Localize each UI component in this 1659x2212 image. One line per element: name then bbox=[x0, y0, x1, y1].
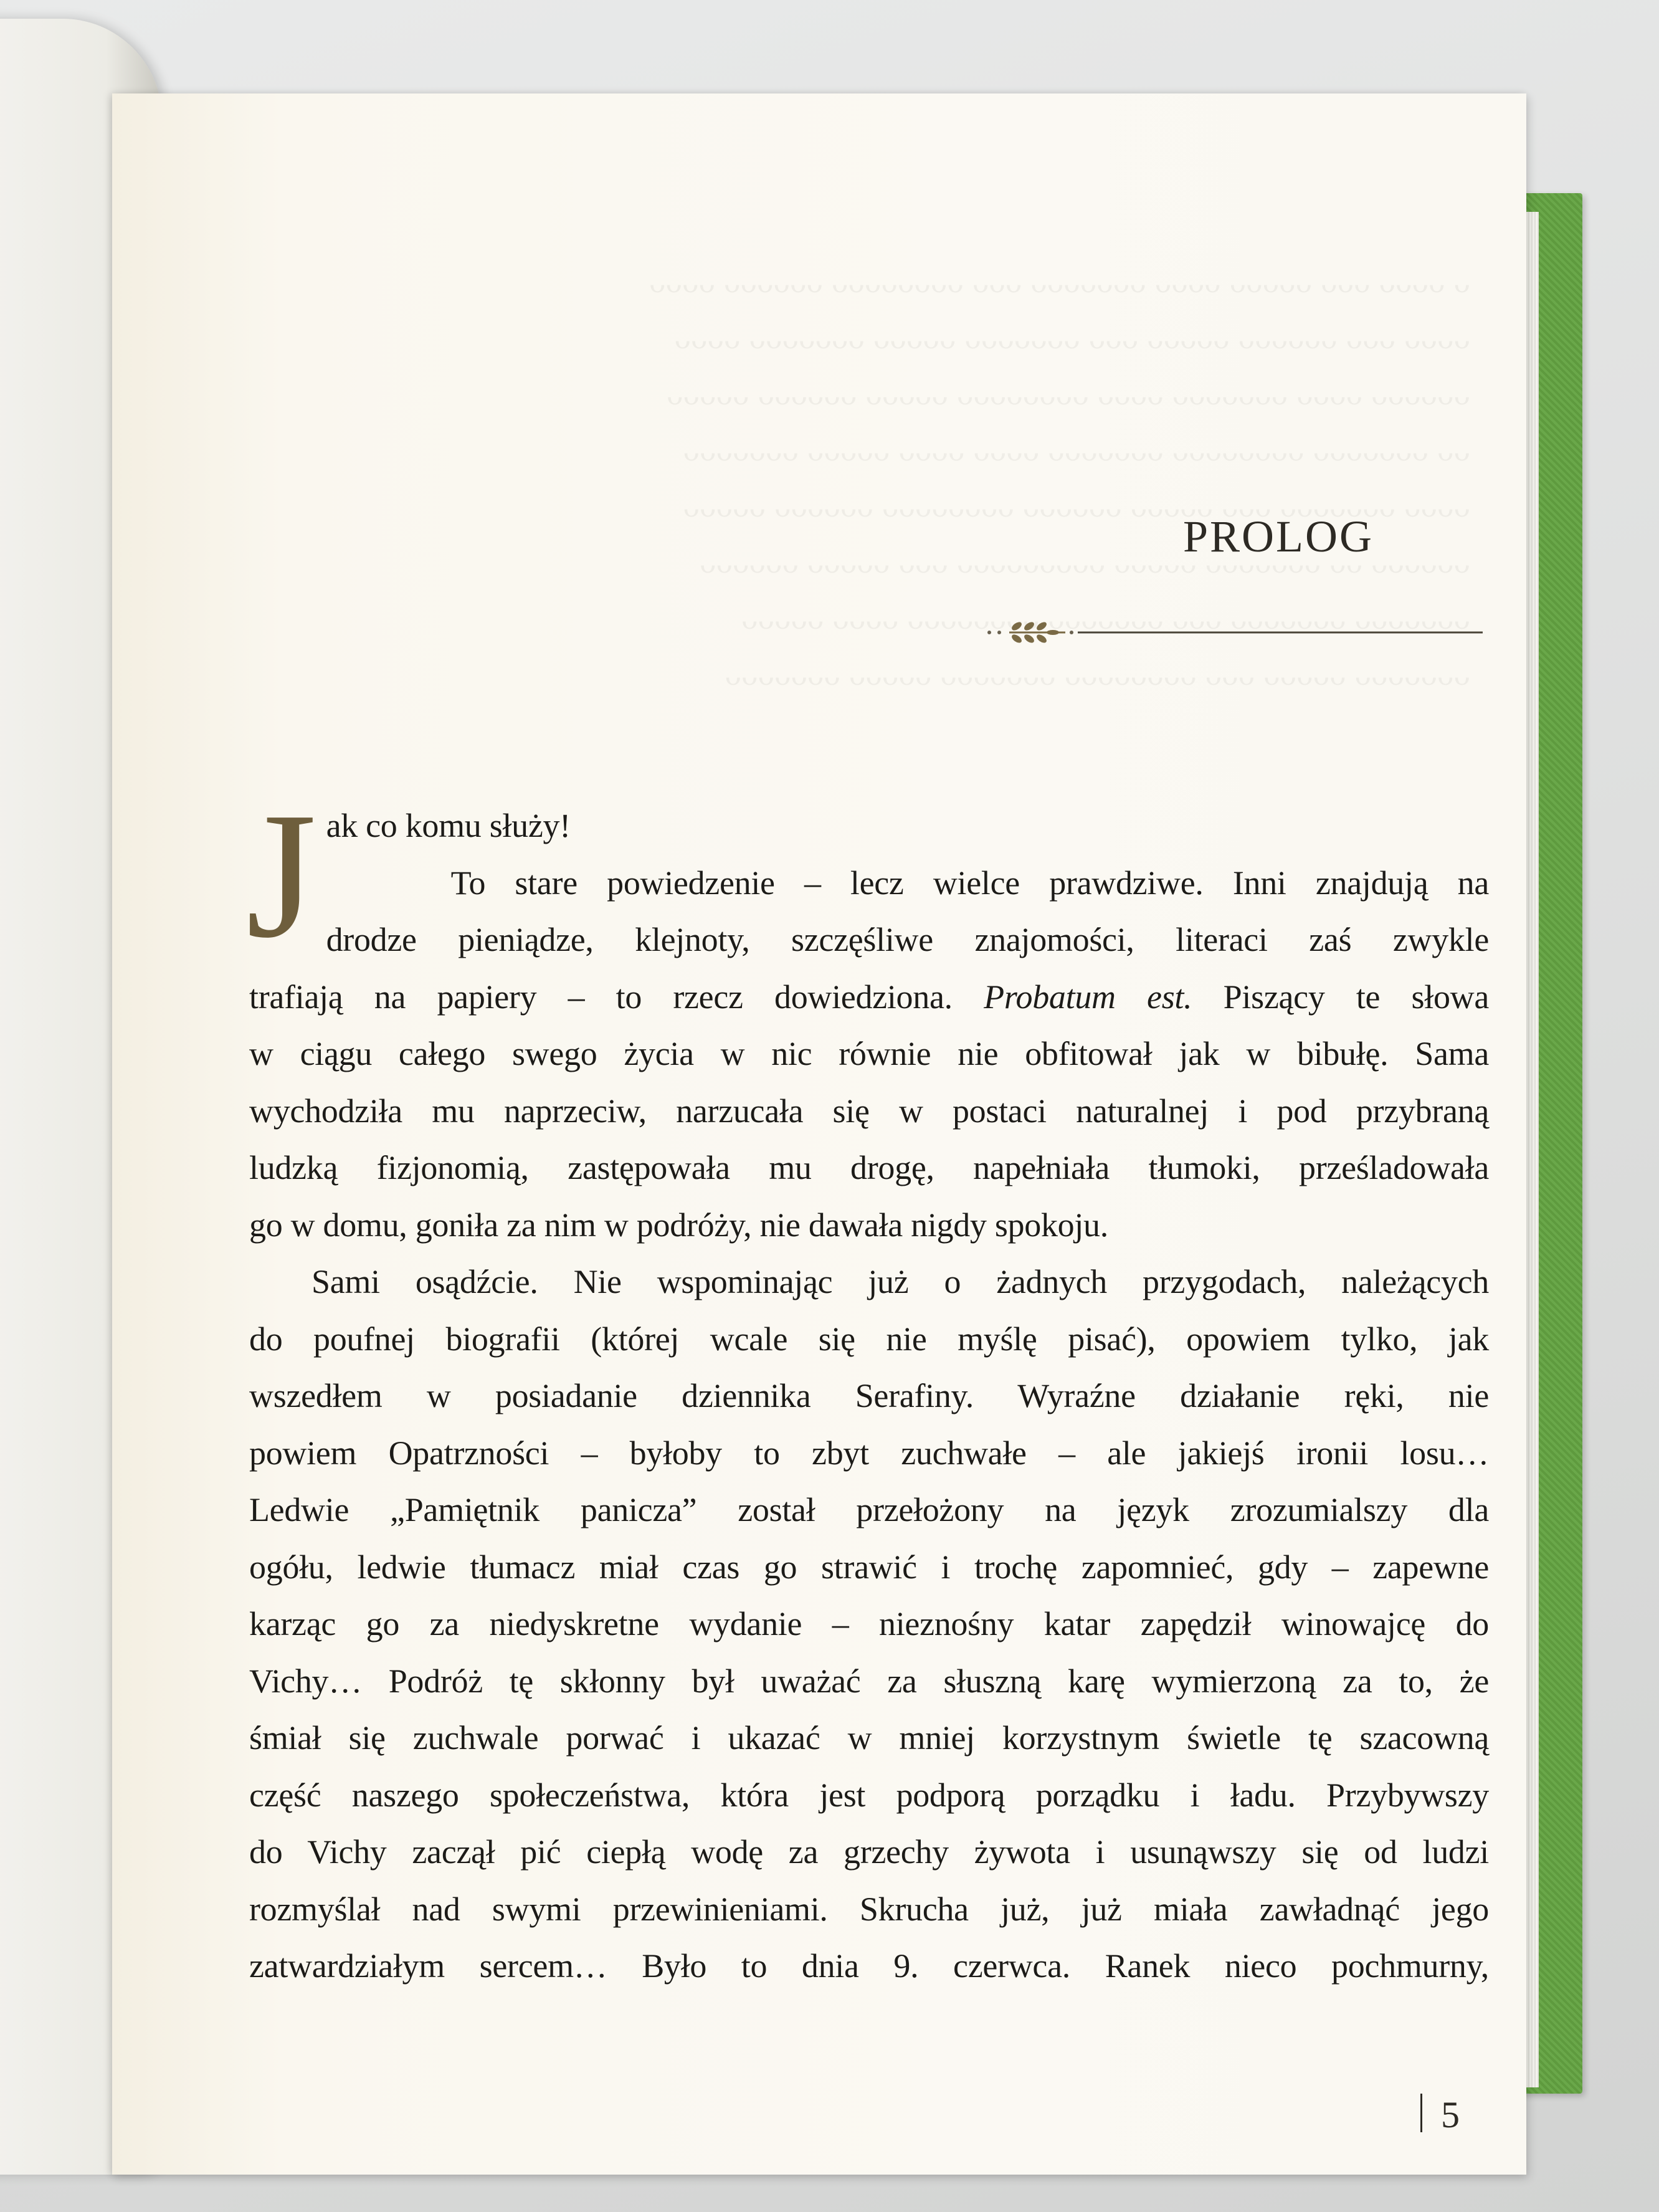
laurel-sprig-icon bbox=[1009, 621, 1065, 645]
text-line: do Vichy zaczął pić ciepłą wodę za grzechy żywota i usunąwszy się od ludzi bbox=[249, 1833, 1489, 1871]
text-line: do poufnej biografii (której wcale się nie myślę pisać), opowiem tylko, jak bbox=[249, 1320, 1489, 1358]
text-line: ogółu, ledwie tłumacz miał czas go strawić i trochę zapomnieć, gdy – zapewne bbox=[249, 1548, 1489, 1586]
paragraph-2 bbox=[249, 855, 1489, 1254]
text-line: śmiał się zuchwale porwać i ukazać w mniej korzystnym świetle tę szacowną bbox=[249, 1719, 1489, 1757]
page-number-text: 5 bbox=[1441, 2094, 1460, 2135]
text-line: To stare powiedzenie – lecz wielce prawdziwe. Inni znajdują na bbox=[450, 864, 1489, 902]
book-page bbox=[112, 93, 1526, 2175]
text-segment: trafiają na papiery – to rzecz dowiedziona. bbox=[249, 978, 953, 1016]
text-line: w ciągu całego swego życia w nic równie nie obfitował jak w bibułę. Sama bbox=[249, 1035, 1489, 1072]
text-line: drodze pieniądze, klejnoty, szczęśliwe znajomości, literaci zaś zwykle bbox=[326, 921, 1489, 958]
body-text bbox=[246, 775, 1490, 1995]
paragraph-3 bbox=[249, 1254, 1489, 1995]
text-line bbox=[249, 969, 1489, 1026]
text-line: Ledwie „Pamiętnik panicza” został przełożony na język zrozumialszy dla bbox=[249, 1491, 1489, 1528]
text-line: część naszego społeczeństwa, która jest podporą porządku i ładu. Przybywszy bbox=[249, 1776, 1489, 1814]
text-line: wszedłem w posiadanie dziennika Serafiny. Wyraźne działanie ręki, nie bbox=[249, 1377, 1489, 1414]
text-line: wychodziła mu naprzeciw, narzucała się w postaci naturalnej i pod przybraną bbox=[249, 1092, 1489, 1130]
text-line: powiem Opatrzności – byłoby to zbyt zuchwałe – ale jakiejś ironii losu… bbox=[249, 1434, 1489, 1472]
text-line: Vichy… Podróż tę skłonny był uważać za słuszną karę wymierzoną za to, że bbox=[249, 1662, 1489, 1700]
drop-cap: J bbox=[246, 775, 316, 975]
text-line: ludzką fizjonomią, zastępowała mu drogę, napełniała tłumoki, prześladowała bbox=[249, 1149, 1489, 1186]
text-line: zatwardziałym sercem… Było to dnia 9. czerwca. Ranek nieco pochmurny, bbox=[249, 1947, 1489, 1985]
italic-latin-phrase: Probatum est. bbox=[984, 978, 1192, 1016]
folio-divider bbox=[1420, 2094, 1422, 2132]
chapter-ornament bbox=[984, 614, 1483, 651]
text-line: Sami osądźcie. Nie wspominając już o żadnych przygodach, należących bbox=[311, 1263, 1489, 1300]
text-line: go w domu, goniła za nim w podróży, nie dawała nigdy spokoju. bbox=[249, 1206, 1108, 1244]
text-line: rozmyślał nad swymi przewinieniami. Skrucha już, już miała zawładnąć jego bbox=[249, 1890, 1489, 1928]
page-number bbox=[1420, 2094, 1460, 2137]
text-segment: Piszący te słowa bbox=[1223, 978, 1490, 1016]
chapter-title: PROLOG bbox=[1182, 512, 1374, 561]
paragraph-1-text: ak co komu służy! bbox=[326, 807, 571, 844]
text-line: karząc go za niedyskretne wydanie – nieznośny katar zapędził winowajcę do bbox=[249, 1605, 1489, 1642]
